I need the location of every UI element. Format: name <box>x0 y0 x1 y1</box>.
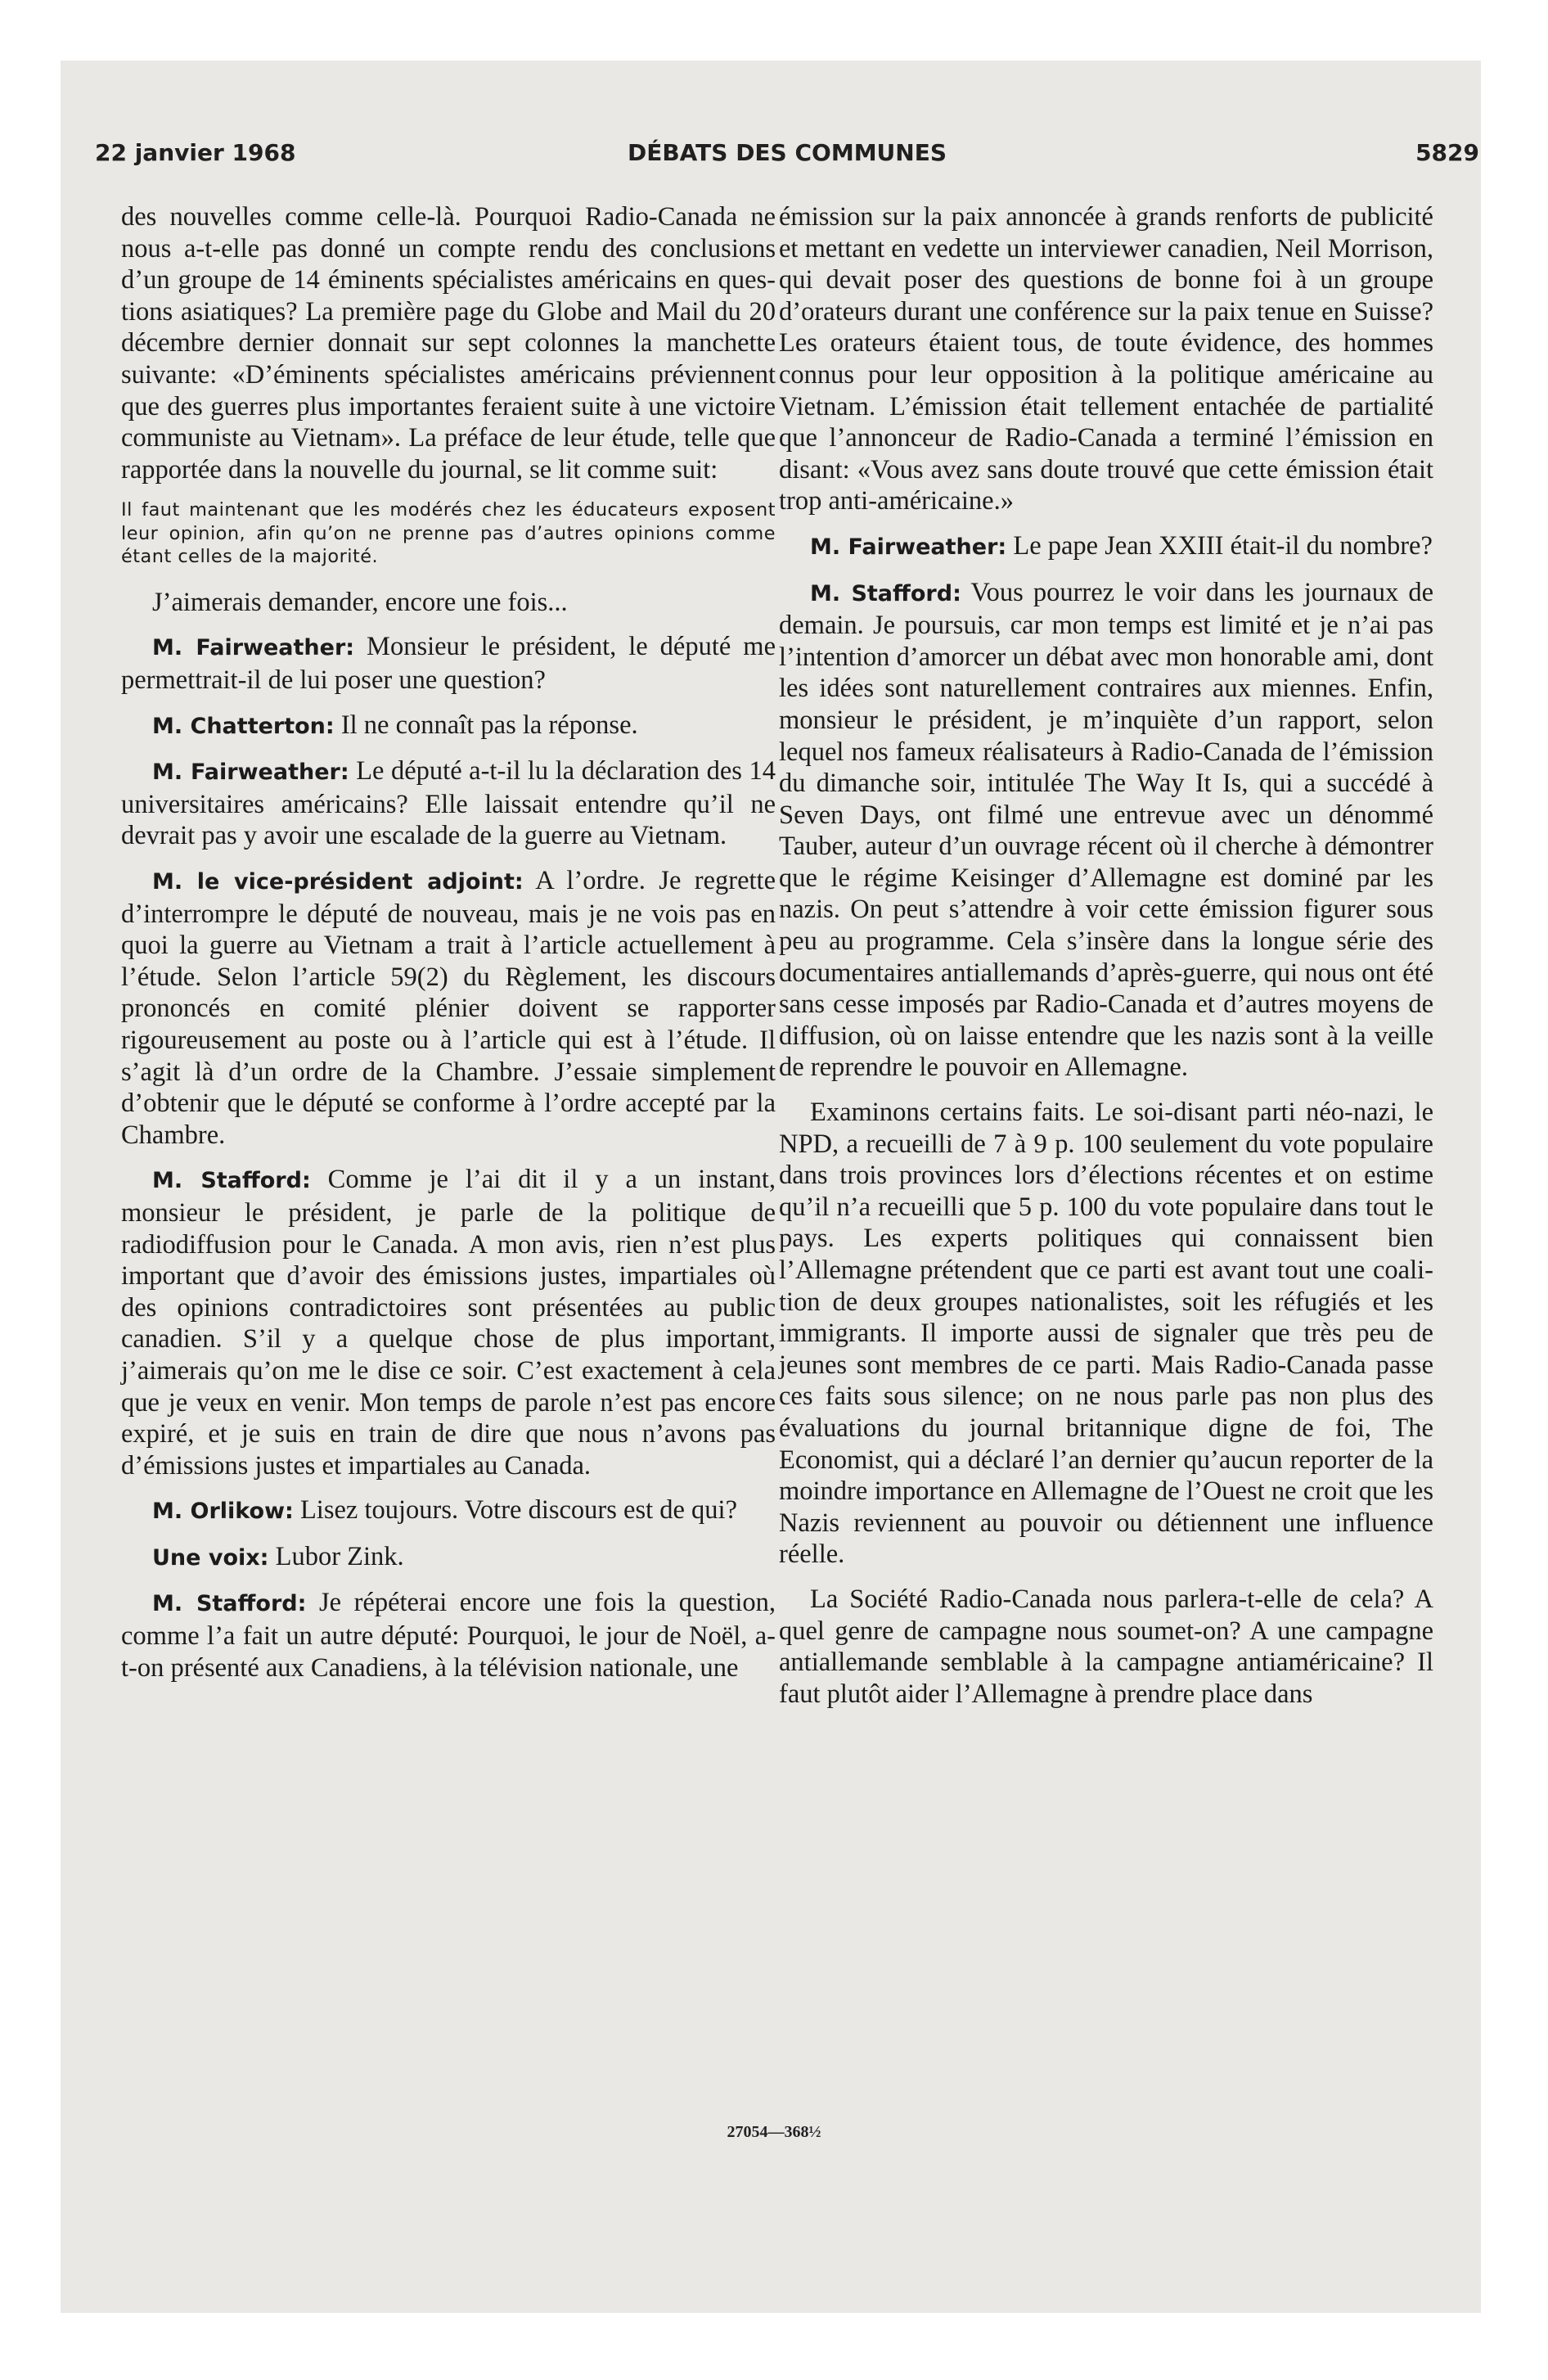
speech <box>121 1494 776 1528</box>
speech <box>121 1164 776 1481</box>
header-page-number: 5829 <box>1415 139 1479 166</box>
speaker-name: M. Stafford: <box>810 580 961 606</box>
paragraph: J’aimerais demander, encore une fois... <box>152 587 568 617</box>
speech-text: Le député a-t-il lu la déclaration des 14 universitaires américains? Elle laissait entendre qu’il ne devrait pas y avoir une escalade de la guerre au Vietnam. <box>121 756 776 851</box>
paragraph: La Société Radio-Canada nous parlera-t-elle de cela? A quel genre de campagne nous soumet-on? A une campagne antiallemande semblable à la campagne antiaméricaine? Il faut plutôt aider l’Allemagne à prendre place dans <box>779 1584 1433 1709</box>
speech <box>121 710 776 743</box>
speech-text: Monsieur le président, le député me permettrait-il de lui poser une question? <box>121 632 776 696</box>
speaker-name: M. le vice-président adjoint: <box>152 869 524 895</box>
speaker-name: M. Stafford: <box>152 1591 307 1617</box>
speech-text: Lisez toujours. Votre discours est de qui? <box>299 1495 738 1526</box>
right-column <box>779 201 1433 1723</box>
speaker-name: M. Chatterton: <box>152 713 335 739</box>
speaker-name: M. Fairweather: <box>810 534 1007 560</box>
footer-code: 27054—368½ <box>727 2123 821 2141</box>
header-date: 22 janvier 1968 <box>95 139 296 166</box>
speech <box>121 1587 776 1684</box>
paragraph: des nouvelles comme celle-là. Pourquoi Radio-Canada ne nous a-t-elle pas donné un compte rendu des conclusions d’un groupe de 14 éminents spécialistes américains en questions asiatiques? La première page du Globe and Mail du 20 décembre dernier donnait sur sept colonnes la manchette suivante: «D’éminents spécialistes américains préviennent que des guerres plus importantes feraient suite à une victoire communiste au Vietnam». La préface de leur étude, telle que rapportée dans la nouvelle du journal, se lit comme suit: <box>121 202 776 485</box>
page-header <box>95 139 1479 175</box>
speaker-name: M. Stafford: <box>152 1168 311 1194</box>
paragraph: émission sur la paix annoncée à grands renforts de publicité et mettant en vedette un interviewer canadien, Neil Morrison, qui devait poser des questions de bonne foi à un groupe d’orateurs durant une conférence sur la paix tenue en Suisse? Les orateurs étaient tous, de toute évidence, des hommes connus pour leur opposition à la politique américaine au Vietnam. L’émission était tellement entachée de partialité que l’annonceur de Radio-Canada a terminé l’émission en disant: «Vous avez sans doute trouvé que cette émission était trop anti-américaine.» <box>779 202 1433 516</box>
speech-text: Vous pourrez le voir dans les journaux de demain. Je poursuis, car mon temps est limité et je n’ai pas l’intention d’amorcer un débat avec mon honorable ami, dont les idées sont naturellement contraires aux miennes. Enfin, monsieur le président, je m’inquiète d’un rapport, selon lequel nos fameux réalisateurs à Radio-Canada de l’émission du dimanche soir, intitulée The Way It Is, qui a succédé à Seven Days, ont filmé une entrevue avec un dénommé Tauber, auteur d’un ouvrage récent où il cherche à démontrer que le régime Keisinger d’Allemagne est dominé par les nazis. On peut s’attendre à voir cette émission figurer sous peu au programme. Cela s’insère dans la longue série des documentaires antiallemands d’après-guerre, qui nous ont été sans cesse imposés par Radio-Canada et d’autres moyens de diffusion, où on laisse entendre que les nazis sont à la veille de reprendre le pouvoir en Allemagne. <box>779 577 1433 1083</box>
speech <box>121 865 776 1151</box>
block-quote: Il faut maintenant que les modérés chez les éducateurs exposent leur opinion, afin qu’on ne prenne pas d’autres opinions comme étant celles de la majorité. <box>121 499 776 568</box>
paragraph: Examinons certains faits. Le soi-disant parti néo-nazi, le NPD, a recueilli de 7 à 9 p. 100 seulement du vote populaire dans trois provinces lors d’élections récentes et on estime qu’il n’a recueilli que 5 p. 100 du vote populaire dans tout le pays. Les experts politiques qui connaissent bien l’Allemagne prétendent que ce parti est avant tout une coalition de deux groupes nationalistes, soit les réfugiés et les immigrants. Il importe aussi de signaler que très peu de jeunes sont membres de ce parti. Mais Radio-Canada passe ces faits sous silence; on ne nous parle pas non plus des évaluations du journal britannique digne de foi, The Economist, qui a déclaré l’an dernier qu’aucun reporter de la moindre importance en Allemagne de l’Ouest ne croit que les Nazis reviennent au pouvoir ou détiennent une influence réelle. <box>779 1098 1433 1570</box>
speaker-name: M. Orlikow: <box>152 1499 294 1525</box>
speaker-name: Une voix: <box>152 1544 269 1571</box>
speech-text: Le pape Jean XXIII était-il du nombre? <box>1013 530 1433 561</box>
speech <box>121 755 776 852</box>
speech-text: Je répéterai encore une fois la question, comme l’a fait un autre député: Pourquoi, le jour de Noël, a-t-on présenté aux Canadiens, à la télévision nationale, une <box>121 1588 776 1683</box>
speaker-name: M. Fairweather: <box>152 760 349 786</box>
speech <box>121 1541 776 1575</box>
speech <box>779 577 1433 1084</box>
speech-text: A l’ordre. Je regrette d’interrompre le député de nouveau, mais je ne vois pas en quoi la guerre au Vietnam a trait à l’article actuellement à l’étude. Selon l’article 59(2) du Règlement, les discours prononcés en comité plénier doivent se rapporter rigoureusement au poste ou à l’article qui est à l’étude. Il s’agit là d’un ordre de la Chambre. J’essaie simplement d’obtenir que le député se conforme à l’ordre accepté par la Chambre. <box>121 866 776 1150</box>
speech <box>121 631 776 696</box>
left-column <box>121 201 776 1697</box>
speech <box>779 530 1433 564</box>
speech-text: Lubor Zink. <box>275 1541 404 1571</box>
header-title: DÉBATS DES COMMUNES <box>627 139 947 166</box>
speaker-name: M. Fairweather: <box>152 635 355 661</box>
speech-text: Comme je l’ai dit il y a un instant, monsieur le président, je parle de la politique de radiodiffusion pour le Canada. A mon avis, rien n’est plus important que d’avoir des émissions justes, impartiales où des opinions contradictoires sont présentées au public canadien. S’il y a quelque chose de plus important, j’aimerais qu’on me le dise ce soir. C’est exactement à cela que je veux en venir. Mon temps de parole n’est pas encore expiré, et je suis en train de dire que nous n’avons pas d’émissions justes et impartiales au Canada. <box>121 1165 776 1481</box>
speech-text: Il ne connaît pas la réponse. <box>340 710 638 740</box>
